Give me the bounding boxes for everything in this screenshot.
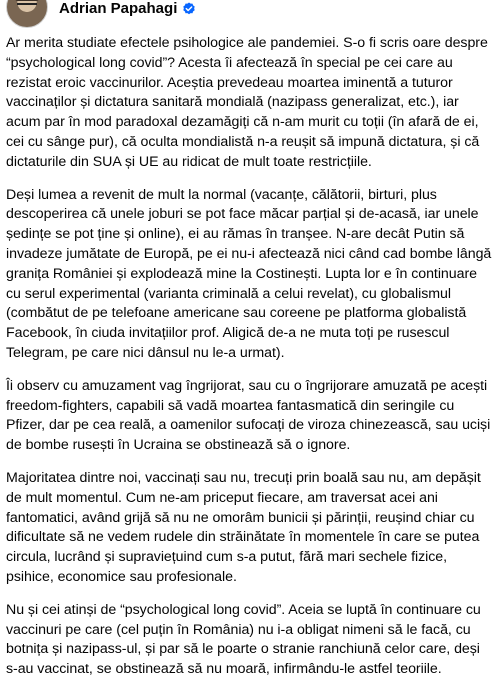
post-paragraph-4: Majoritatea dintre noi, vaccinați sau nu, trecuți prin boală sau nu, am depășit de mult momentul. Cum ne-am priceput fiecare, am traversat acei ani fantomatici, având grijă să nu ne omorâm bunicii și părinții, reușind chiar cu dificultate să ne vedem rudele din străinătate în momentele în care se putea circula, lucrând și supraviețuind cum s-a putut, fără mari sechele fizice, psihice, economice sau profesionale. (6, 469, 481, 585)
post-paragraph-2: Deși lumea a revenit de mult la normal (vacanțe, călătorii, birturi, plus descoperirea că unele joburi se pot face măcar parțial și de-acasă, iar unele ședințe se pot ține și online), ei au rămas în tranșee. N-are decât Putin să invadeze jumătate de Europă, pe ei nu-i afectează nici când cad bombe lângă granița României și explodează mine la Costinești. Lupta lor e în continuare cu serul experimental (varianta criminală a celui revelat), cu globalismul (combătut de pe telefoane americane sau coreene pe platforma globalistă Facebook, în ciuda invitațiilor prof. Aligică de-a ne muta toți pe rusescul Telegram, pe care nici dânsul nu le-a urmat). (6, 186, 492, 361)
post-paragraph-1: Ar merita studiate efectele psihologice ale pandemiei. S-o fi scris oare despre “psychological long covid”? Acesta îi afectează în special pe cei care au rezistat eroic vaccinurilor. Aceștia prevedeau moartea iminentă a tuturor vaccinaților și dictatura sanitară mondială (nazipass generalizat, etc.), iar acum par în mod paradoxal dezamăgiți că n-am murit cu toții (în afară de ei, cei cu sânge pur), că oculta mondialistă n-a reușit să impună dictatura, și că dictaturile din SUA și UE au ridicat de mult toate restricțiile. (6, 35, 488, 170)
author-line (59, 0, 196, 17)
author-avatar[interactable] (6, 0, 48, 28)
post-body (6, 34, 492, 693)
post-paragraph-5: Nu și cei atinși de “psychological long covid”. Aceia se luptă în continuare cu vaccinuri pe care (cel puțin în România) nu i-a obligat nimeni să le facă, cu botnița și nazipass-ul, și par să le poarte o stranie ranchiună celor care, deși s-au vaccinat, se obstinează să nu moară, infirmându-le astfel teoriile. (6, 601, 481, 678)
post-paragraph-3: Îi observ cu amuzament vag îngrijorat, sau cu o îngrijorare amuzată pe acești freedom-fighters, capabili să vadă moartea fantasmatică din seringile cu Pfizer, dar pe cea reală, a oamenilor sufocați de viroza chinezească, sau uciși de bombe rusești în Ucraina se obstinează să o ignore. (6, 377, 491, 454)
verified-badge-icon (182, 2, 196, 16)
author-name[interactable]: Adrian Papahagi (59, 0, 178, 17)
